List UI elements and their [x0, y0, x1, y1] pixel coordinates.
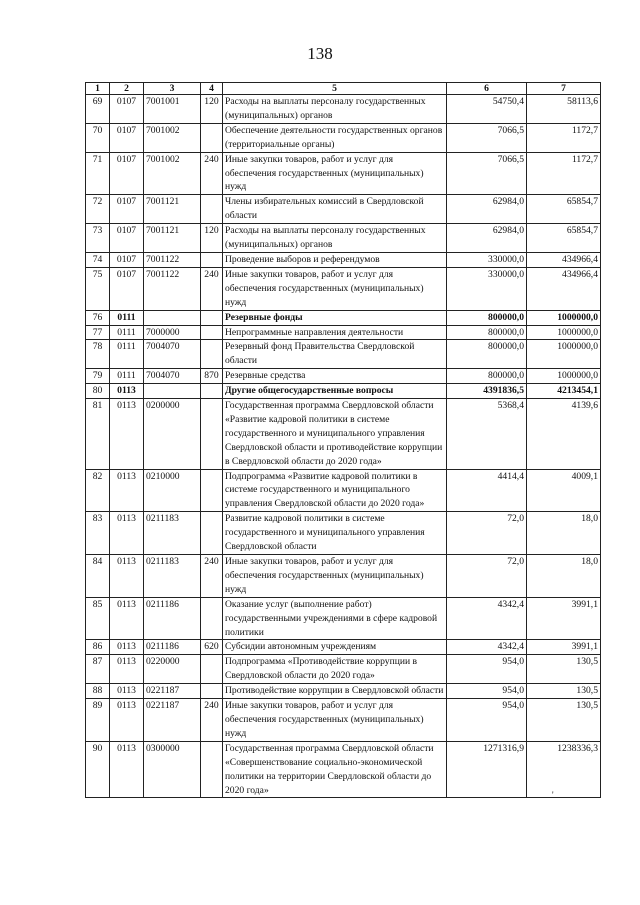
section-code-cell: 0111 — [110, 310, 144, 325]
amount-col6-cell: 72,0 — [447, 512, 527, 555]
section-code-cell: 0107 — [110, 95, 144, 124]
section-code-cell: 0113 — [110, 741, 144, 798]
item-name-cell: Противодействие коррупции в Свердловской области — [223, 684, 447, 699]
row-number-cell: 75 — [86, 267, 110, 310]
amount-col6-cell: 1271316,9 — [447, 741, 527, 798]
amount-col7-cell: 4009,1 — [527, 469, 601, 512]
amount-col6-cell: 5368,4 — [447, 399, 527, 470]
target-code-cell: 7001002 — [144, 123, 201, 152]
item-name-cell: Иные закупки товаров, работ и услуг для обеспечения государственных (муниципальных) нужд — [223, 699, 447, 742]
row-number-cell: 80 — [86, 384, 110, 399]
expense-type-cell: 240 — [201, 555, 223, 598]
expense-type-cell — [201, 252, 223, 267]
section-code-cell: 0107 — [110, 123, 144, 152]
page-number: 138 — [307, 44, 333, 63]
column-header: 5 — [223, 83, 447, 95]
amount-col6-cell: 7066,5 — [447, 123, 527, 152]
amount-col7-cell: 18,0 — [527, 512, 601, 555]
expense-type-cell: 120 — [201, 224, 223, 253]
section-code-cell: 0113 — [110, 555, 144, 598]
section-code-cell: 0113 — [110, 469, 144, 512]
target-code-cell: 0211183 — [144, 555, 201, 598]
section-code-cell: 0111 — [110, 340, 144, 369]
table-row — [86, 399, 601, 470]
amount-col6-cell: 7066,5 — [447, 152, 527, 195]
budget-table — [85, 82, 601, 798]
amount-col6-cell: 800000,0 — [447, 310, 527, 325]
amount-col6-cell: 72,0 — [447, 555, 527, 598]
expense-type-cell: 240 — [201, 152, 223, 195]
target-code-cell: 0211186 — [144, 597, 201, 640]
item-name-cell: Обеспечение деятельности государственных органов (территориальные органы) — [223, 123, 447, 152]
table-row — [86, 555, 601, 598]
target-code-cell — [144, 310, 201, 325]
amount-col7-cell: 1000000,0 — [527, 340, 601, 369]
target-code-cell: 7001122 — [144, 267, 201, 310]
amount-col7-cell: 130,5 — [527, 655, 601, 684]
row-number-cell: 82 — [86, 469, 110, 512]
table-row — [86, 325, 601, 340]
item-name-cell: Субсидии автономным учреждениям — [223, 640, 447, 655]
row-number-cell: 77 — [86, 325, 110, 340]
item-name-cell: Резервный фонд Правительства Свердловской области — [223, 340, 447, 369]
column-header: 7 — [527, 83, 601, 95]
amount-col6-cell: 4342,4 — [447, 640, 527, 655]
section-code-cell: 0113 — [110, 699, 144, 742]
amount-col7-cell: 65854,7 — [527, 224, 601, 253]
expense-type-cell: 240 — [201, 267, 223, 310]
amount-col6-cell: 954,0 — [447, 655, 527, 684]
target-code-cell: 7004070 — [144, 340, 201, 369]
amount-col7-cell: 3991,1 — [527, 640, 601, 655]
target-code-cell: 7004070 — [144, 369, 201, 384]
row-number-cell: 69 — [86, 95, 110, 124]
section-code-cell: 0107 — [110, 267, 144, 310]
item-name-cell: Другие общегосударственные вопросы — [223, 384, 447, 399]
section-code-cell: 0111 — [110, 369, 144, 384]
item-name-cell: Иные закупки товаров, работ и услуг для обеспечения государственных (муниципальных) нужд — [223, 267, 447, 310]
item-name-cell: Развитие кадровой политики в системе государственного и муниципального управления Свердловской области — [223, 512, 447, 555]
expense-type-cell — [201, 399, 223, 470]
table-row — [86, 741, 601, 798]
expense-type-cell — [201, 340, 223, 369]
amount-col6-cell: 800000,0 — [447, 340, 527, 369]
item-name-cell: Подпрограмма «Противодействие коррупции в Свердловской области до 2020 года» — [223, 655, 447, 684]
target-code-cell: 0211183 — [144, 512, 201, 555]
column-header: 3 — [144, 83, 201, 95]
row-number-cell: 79 — [86, 369, 110, 384]
column-header: 2 — [110, 83, 144, 95]
expense-type-cell — [201, 655, 223, 684]
row-number-cell: 85 — [86, 597, 110, 640]
table-row — [86, 699, 601, 742]
section-code-cell: 0113 — [110, 597, 144, 640]
section-code-cell: 0111 — [110, 325, 144, 340]
expense-type-cell: 120 — [201, 95, 223, 124]
amount-col7-cell: 18,0 — [527, 555, 601, 598]
table-row — [86, 224, 601, 253]
target-code-cell: 0300000 — [144, 741, 201, 798]
expense-type-cell — [201, 325, 223, 340]
target-code-cell: 0221187 — [144, 699, 201, 742]
item-name-cell: Государственная программа Свердловской области «Развитие кадровой политики в системе государственного и муниципального управления Свердловской области и противодействие коррупции в Свердловской области до 2020 года» — [223, 399, 447, 470]
row-number-cell: 89 — [86, 699, 110, 742]
table-row — [86, 684, 601, 699]
section-code-cell: 0113 — [110, 384, 144, 399]
target-code-cell: 7001001 — [144, 95, 201, 124]
table-row — [86, 469, 601, 512]
table-row — [86, 95, 601, 124]
target-code-cell: 0221187 — [144, 684, 201, 699]
target-code-cell: 7001121 — [144, 195, 201, 224]
section-code-cell: 0107 — [110, 224, 144, 253]
amount-col7-cell: 130,5 — [527, 684, 601, 699]
row-number-cell: 88 — [86, 684, 110, 699]
row-number-cell: 72 — [86, 195, 110, 224]
item-name-cell: Резервные фонды — [223, 310, 447, 325]
expense-type-cell — [201, 512, 223, 555]
target-code-cell: 0211186 — [144, 640, 201, 655]
amount-col7-cell: 1172,7 — [527, 152, 601, 195]
target-code-cell: 0220000 — [144, 655, 201, 684]
amount-col6-cell: 4342,4 — [447, 597, 527, 640]
expense-type-cell — [201, 310, 223, 325]
amount-col6-cell: 4391836,5 — [447, 384, 527, 399]
row-number-cell: 76 — [86, 310, 110, 325]
expense-type-cell: 240 — [201, 699, 223, 742]
amount-col7-cell: 58113,6 — [527, 95, 601, 124]
amount-col7-cell: 4213454,1 — [527, 384, 601, 399]
table-row — [86, 195, 601, 224]
table-row — [86, 152, 601, 195]
target-code-cell — [144, 384, 201, 399]
amount-col6-cell: 62984,0 — [447, 224, 527, 253]
amount-col6-cell: 954,0 — [447, 684, 527, 699]
item-name-cell: Подпрограмма «Развитие кадровой политики в системе государственного и муниципального управления Свердловской области до 2020 года» — [223, 469, 447, 512]
item-name-cell: Проведение выборов и референдумов — [223, 252, 447, 267]
expense-type-cell — [201, 597, 223, 640]
expense-type-cell: 620 — [201, 640, 223, 655]
target-code-cell: 0200000 — [144, 399, 201, 470]
expense-type-cell — [201, 195, 223, 224]
section-code-cell: 0107 — [110, 152, 144, 195]
amount-col7-cell: 434966,4 — [527, 267, 601, 310]
item-name-cell: Оказание услуг (выполнение работ) государственными учреждениями в сфере кадровой политики — [223, 597, 447, 640]
expense-type-cell — [201, 684, 223, 699]
amount-col7-cell: 4139,6 — [527, 399, 601, 470]
amount-col7-cell: 1172,7 — [527, 123, 601, 152]
table-row — [86, 512, 601, 555]
expense-type-cell — [201, 469, 223, 512]
row-number-cell: 86 — [86, 640, 110, 655]
item-name-cell: Члены избирательных комиссий в Свердловской области — [223, 195, 447, 224]
table-row — [86, 267, 601, 310]
table-row — [86, 597, 601, 640]
column-header: 4 — [201, 83, 223, 95]
section-code-cell: 0113 — [110, 399, 144, 470]
column-header: 6 — [447, 83, 527, 95]
table-row — [86, 384, 601, 399]
item-name-cell: Иные закупки товаров, работ и услуг для обеспечения государственных (муниципальных) нужд — [223, 555, 447, 598]
target-code-cell: 7001002 — [144, 152, 201, 195]
amount-col6-cell: 330000,0 — [447, 252, 527, 267]
target-code-cell: 7001121 — [144, 224, 201, 253]
amount-col6-cell: 954,0 — [447, 699, 527, 742]
amount-col7-cell: 1000000,0 — [527, 325, 601, 340]
expense-type-cell: 870 — [201, 369, 223, 384]
section-code-cell: 0107 — [110, 252, 144, 267]
target-code-cell: 7000000 — [144, 325, 201, 340]
section-code-cell: 0113 — [110, 655, 144, 684]
expense-type-cell — [201, 123, 223, 152]
row-number-cell: 73 — [86, 224, 110, 253]
row-number-cell: 70 — [86, 123, 110, 152]
amount-col7-cell: 1000000,0 — [527, 369, 601, 384]
table-header-row — [86, 83, 601, 95]
amount-col6-cell: 330000,0 — [447, 267, 527, 310]
row-number-cell: 81 — [86, 399, 110, 470]
section-code-cell: 0113 — [110, 640, 144, 655]
table-row — [86, 310, 601, 325]
row-number-cell: 74 — [86, 252, 110, 267]
row-number-cell: 87 — [86, 655, 110, 684]
table-row — [86, 369, 601, 384]
item-name-cell: Государственная программа Свердловской области «Совершенствование социально-экономической политики на территории Свердловской области до 2020 года» — [223, 741, 447, 798]
amount-col7-cell: 434966,4 — [527, 252, 601, 267]
row-number-cell: 84 — [86, 555, 110, 598]
target-code-cell: 7001122 — [144, 252, 201, 267]
item-name-cell: Иные закупки товаров, работ и услуг для обеспечения государственных (муниципальных) нужд — [223, 152, 447, 195]
table-row — [86, 340, 601, 369]
item-name-cell: Расходы на выплаты персоналу государственных (муниципальных) органов — [223, 95, 447, 124]
expense-type-cell — [201, 741, 223, 798]
section-code-cell: 0113 — [110, 684, 144, 699]
item-name-cell: Расходы на выплаты персоналу государственных (муниципальных) органов — [223, 224, 447, 253]
amount-col6-cell: 62984,0 — [447, 195, 527, 224]
amount-col6-cell: 54750,4 — [447, 95, 527, 124]
amount-col6-cell: 800000,0 — [447, 369, 527, 384]
column-header: 1 — [86, 83, 110, 95]
row-number-cell: 78 — [86, 340, 110, 369]
amount-col6-cell: 4414,4 — [447, 469, 527, 512]
amount-col7-cell: 130,5 — [527, 699, 601, 742]
amount-col7-cell: 65854,7 — [527, 195, 601, 224]
expense-type-cell — [201, 384, 223, 399]
stray-mark: ' — [552, 790, 554, 800]
amount-col7-cell: 1000000,0 — [527, 310, 601, 325]
row-number-cell: 83 — [86, 512, 110, 555]
table-row — [86, 640, 601, 655]
table-row — [86, 655, 601, 684]
section-code-cell: 0107 — [110, 195, 144, 224]
amount-col7-cell: 1238336,3 — [527, 741, 601, 798]
item-name-cell: Непрограммные направления деятельности — [223, 325, 447, 340]
amount-col7-cell: 3991,1 — [527, 597, 601, 640]
target-code-cell: 0210000 — [144, 469, 201, 512]
row-number-cell: 90 — [86, 741, 110, 798]
row-number-cell: 71 — [86, 152, 110, 195]
amount-col6-cell: 800000,0 — [447, 325, 527, 340]
item-name-cell: Резервные средства — [223, 369, 447, 384]
section-code-cell: 0113 — [110, 512, 144, 555]
table-row — [86, 252, 601, 267]
table-row — [86, 123, 601, 152]
